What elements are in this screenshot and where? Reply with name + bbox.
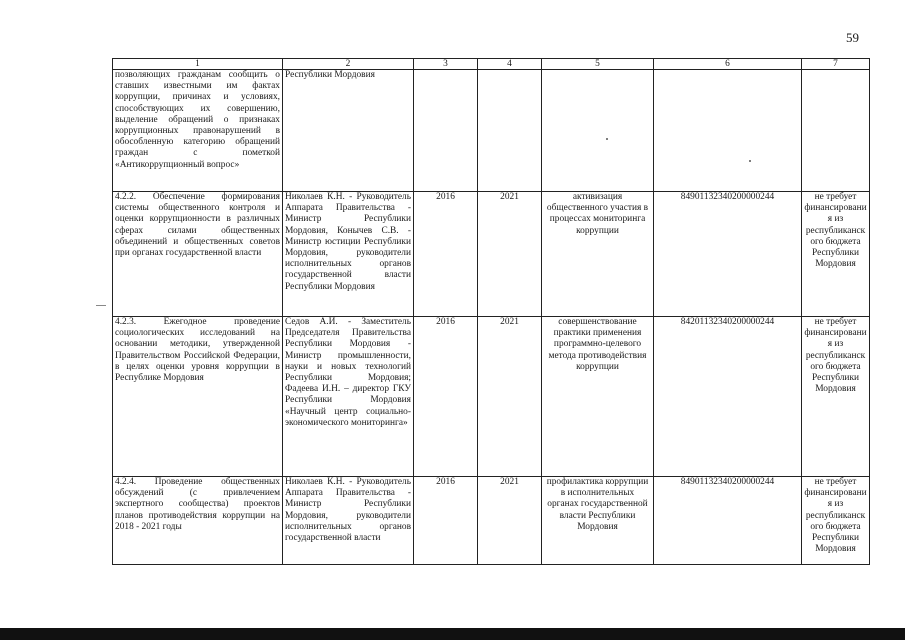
measure-cell: 4.2.2. Обеспечение формирования системы общественного контроля и оценки коррупционности в различных сферах силами общественных объединений и общественных советов при органах государственной власти — [113, 192, 283, 317]
column-header-4: 4 — [478, 59, 542, 70]
end-year-cell: 2021 — [478, 317, 542, 477]
action-plan-table — [112, 58, 870, 565]
column-header-3: 3 — [414, 59, 478, 70]
executor-cell: Седов А.И. - Заместитель Председателя Правительства Республики Мордовия - Министр промышленности, науки и новых технологий Республики Мордовия; Фадеева И.Н. – директор ГКУ Республики Мордовия «Научный центр социально-экономического мониторинга» — [283, 317, 414, 477]
result-cell: совершенствование практики применения программно-целевого метода противодействия коррупции — [542, 317, 654, 477]
scan-speck — [606, 138, 608, 140]
budget-code-cell: 84901132340200000244 — [654, 477, 802, 565]
column-header-2: 2 — [283, 59, 414, 70]
end-year-cell: 2021 — [478, 477, 542, 565]
executor-cell: Николаев К.Н. - Руководитель Аппарата Правительства - Министр Республики Мордовия, руководители исполнительных органов государственной власти — [283, 477, 414, 565]
scan-bottom-edge — [0, 628, 905, 640]
executor-cell: Республики Мордовия — [283, 70, 414, 192]
end-year-cell: 2021 — [478, 192, 542, 317]
column-header-6: 6 — [654, 59, 802, 70]
table-row — [113, 70, 870, 192]
column-header-5: 5 — [542, 59, 654, 70]
measure-cell: позволяющих гражданам сообщить о ставших известными им фактах коррупции, причинах и условиях, способствующих их совершению, выделение обращений о признаках коррупционных правонарушений в обособленную категорию обращений граждан с пометкой «Антикоррупционный вопрос» — [113, 70, 283, 192]
start-year-cell — [414, 70, 478, 192]
scan-margin-mark — [96, 305, 106, 306]
start-year-cell: 2016 — [414, 317, 478, 477]
result-cell — [542, 70, 654, 192]
financing-cell — [802, 70, 870, 192]
budget-code-cell: 84201132340200000244 — [654, 317, 802, 477]
table-row — [113, 477, 870, 565]
result-cell: профилактика коррупции в исполнительных органах государственной власти Республики Мордовия — [542, 477, 654, 565]
result-cell: активизация общественного участия в процессах мониторинга коррупции — [542, 192, 654, 317]
executor-cell: Николаев К.Н. - Руководитель Аппарата Правительства - Министр Республики Мордовия, Конычев С.В. - Министр юстиции Республики Мордовия, руководители исполнительных органов государственной власти Республики Мордовия — [283, 192, 414, 317]
financing-cell: не требует финансирования из республиканского бюджета Республики Мордовия — [802, 192, 870, 317]
header-row — [113, 59, 870, 70]
page-number: 59 — [846, 30, 859, 45]
financing-cell: не требует финансирования из республиканского бюджета Республики Мордовия — [802, 477, 870, 565]
table-row — [113, 192, 870, 317]
measure-cell: 4.2.4. Проведение общественных обсуждений (с привлечением экспертного сообщества) проектов планов противодействия коррупции на 2018 - 2021 годы — [113, 477, 283, 565]
scan-speck — [749, 160, 751, 162]
end-year-cell — [478, 70, 542, 192]
budget-code-cell: 84901132340200000244 — [654, 192, 802, 317]
start-year-cell: 2016 — [414, 192, 478, 317]
start-year-cell: 2016 — [414, 477, 478, 565]
column-header-1: 1 — [113, 59, 283, 70]
measure-cell: 4.2.3. Ежегодное проведение социологических исследований на основании методики, утвержденной Правительством Российской Федерации, в целях оценки уровня коррупции в Республике Мордовия — [113, 317, 283, 477]
budget-code-cell — [654, 70, 802, 192]
column-header-7: 7 — [802, 59, 870, 70]
financing-cell: не требует финансирования из республиканского бюджета Республики Мордовия — [802, 317, 870, 477]
table-row — [113, 317, 870, 477]
